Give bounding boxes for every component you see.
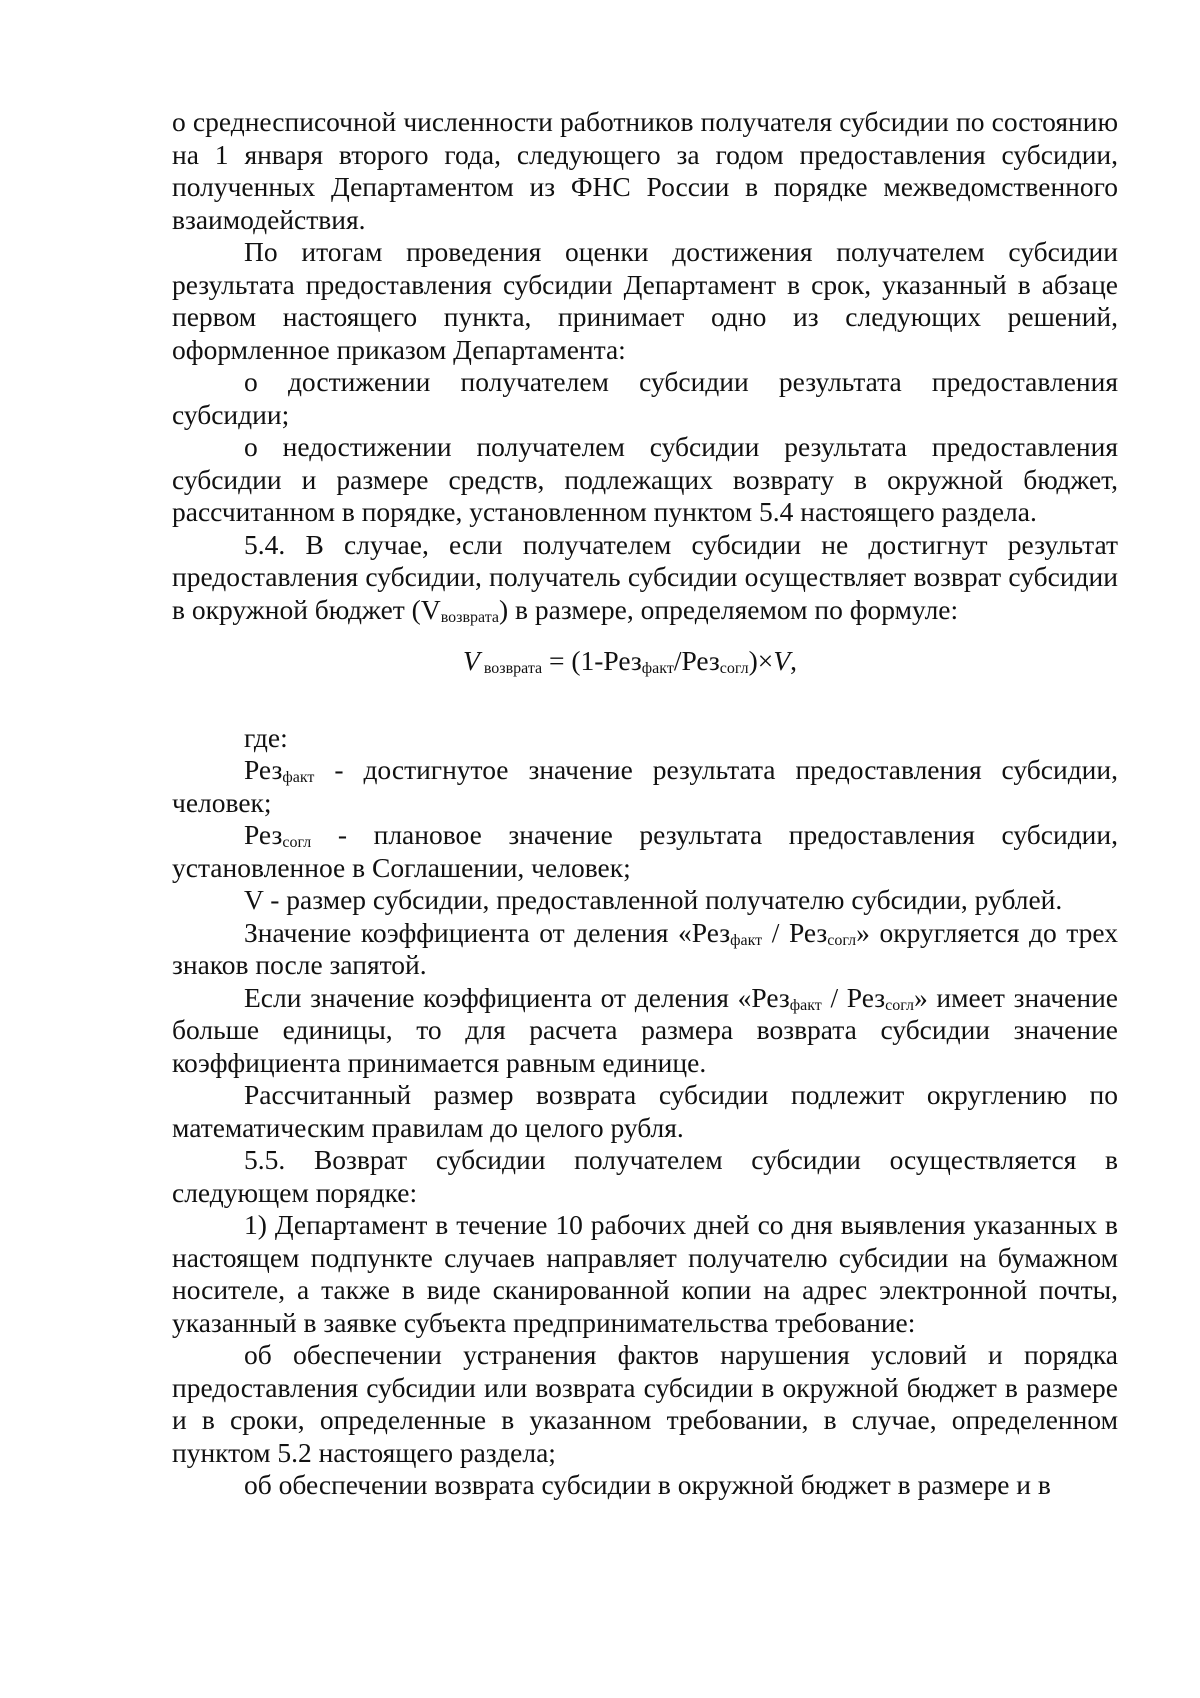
paragraph-where: где: [244, 721, 288, 753]
formula-slash: /Рез [673, 645, 720, 676]
paragraph-evaluation-results: По итогам проведения оценки достижения получателем субсидии результата предоставления субсидии Департамент в срок, указанный в абзаце первом настоящего пункта, принимает одно из следующих решений, оформленное приказом Департамента: [172, 236, 1118, 365]
rounding-text-b: / Рез [762, 916, 828, 948]
refund-formula [172, 645, 1118, 678]
paragraph-def-rez-sogl [172, 819, 1118, 884]
paragraph-headcount-info: о среднесписочной численности работников получателя субсидии по состоянию на 1 января второго года, следующего за годом предоставления субсидии, полученных Департаментом из ФНС России в порядке межведомственного взаимодействия. [172, 106, 1118, 235]
rez-fact-definition: - достигнутое значение результата предоставления субсидии, человек; [172, 754, 1118, 818]
formula-v-right: V [773, 645, 791, 676]
formula-v-left: V [463, 645, 480, 676]
paragraph-decision-not-achieved: о недостижении получателем субсидии результата предоставления субсидии и размере средств, подлежащих возврату в окружной бюджет, рассчитанном в порядке, установленном пунктом 5.4 настоящего раздела. [172, 431, 1118, 527]
cap-sub-fact: факт [789, 996, 822, 1014]
cap-text-a: Если значение коэффициента от деления «Рез [244, 981, 790, 1013]
rez-fact-symbol: Рез [244, 754, 283, 785]
paragraph-def-v: V - размер субсидии, предоставленной получателю субсидии, рублей. [244, 884, 1063, 915]
formula-eq-open: = (1-Рез [542, 645, 642, 676]
formula-tail: , [790, 645, 797, 676]
paragraph-rounding-ruble: Рассчитанный размер возврата субсидии подлежит округлению по математическим правилам до целого рубля. [172, 1079, 1118, 1143]
formula-v-left-subscript: возврата [483, 660, 543, 677]
paragraph-decision-achieved: о достижении получателем субсидии результата предоставления субсидии; [172, 366, 1118, 430]
formula-sub-sogl: согл [719, 660, 749, 677]
paragraph-subclause-1: 1) Департамент в течение 10 рабочих дней со дня выявления указанных в настоящем подпункте случаев направляет получателю субсидии на бумажном носителе, а также в виде сканированной копии на адрес электронной почты, указанный в заявке субъекта предпринимательства требование: [172, 1209, 1118, 1338]
clause-5-4-text-end: ) в размере, определяемом по формуле: [499, 593, 959, 625]
rez-sogl-symbol: Рез [244, 819, 283, 850]
paragraph-requirement-refund: об обеспечении возврата субсидии в окружной бюджет в размере и в [244, 1469, 1051, 1500]
paragraph-clause-5-4 [172, 529, 1118, 627]
cap-text-b: / Рез [821, 981, 886, 1013]
rounding-text-a: Значение коэффициента от деления «Рез [244, 916, 731, 948]
document-page [172, 106, 1118, 1502]
cap-sub-sogl: согл [885, 996, 914, 1014]
clause-5-4-text: 5.4. В случае, если получателем субсидии не достигнут результат предоставления субсидии, получатель субсидии осуществляет возврат субсидии в окружной бюджет (V [172, 528, 1118, 625]
clause-5-4-subscript: возврата [440, 608, 499, 626]
rounding-text-c: » округляется до трех знаков после запятой. [172, 916, 1118, 980]
paragraph-coefficient-cap [172, 982, 1118, 1080]
cap-text-c: » имеет значение больше единицы, то для расчета размера возврата субсидии значение коэффициента принимается равным единице. [172, 981, 1118, 1078]
rez-sogl-definition: - плановое значение результата предоставления субсидии, установленное в Соглашении, человек; [172, 819, 1118, 883]
paragraph-rounding-coefficient [172, 917, 1118, 982]
paragraph-clause-5-5: 5.5. Возврат субсидии получателем субсидии осуществляется в следующем порядке: [172, 1144, 1118, 1208]
paragraph-requirement-violation: об обеспечении устранения фактов нарушения условий и порядка предоставления субсидии или возврата субсидии в окружной бюджет в размере и в сроки, определенные в указанном требовании, в случае, определенном пунктом 5.2 настоящего раздела; [172, 1339, 1118, 1468]
rounding-sub-fact: факт [730, 931, 763, 949]
rez-sogl-subscript: согл [282, 834, 312, 851]
formula-sub-fact: факт [641, 660, 674, 677]
rounding-sub-sogl: согл [827, 931, 857, 949]
rez-fact-subscript: факт [282, 769, 315, 786]
paragraph-def-rez-fact [172, 754, 1118, 819]
formula-close: )× [748, 645, 774, 676]
